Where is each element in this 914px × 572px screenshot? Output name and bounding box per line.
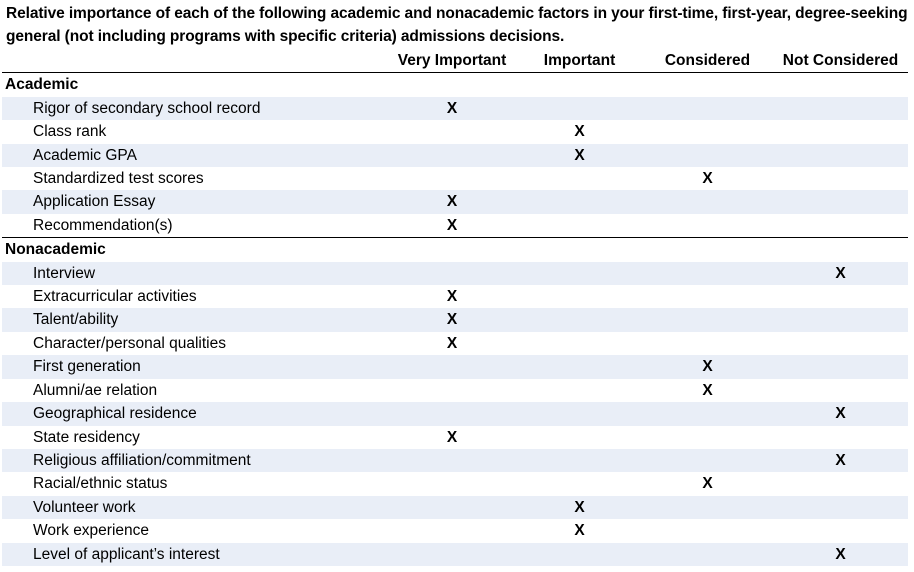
mark-vi bbox=[387, 379, 517, 402]
mark-imp bbox=[517, 308, 642, 331]
header-row bbox=[2, 49, 908, 73]
mark-vi bbox=[387, 144, 517, 167]
mark-con: X bbox=[702, 381, 713, 399]
mark-nc bbox=[773, 519, 908, 542]
mark-con bbox=[642, 285, 773, 308]
factor-label: Interview bbox=[2, 262, 387, 285]
mark-vi bbox=[387, 402, 517, 425]
factor-label: Level of applicant’s interest bbox=[2, 543, 387, 566]
mark-nc bbox=[773, 496, 908, 519]
table-row bbox=[2, 379, 908, 402]
factor-label: Character/personal qualities bbox=[33, 334, 226, 352]
mark-con bbox=[642, 120, 773, 143]
factor-label: Rigor of secondary school record bbox=[2, 97, 387, 120]
mark-imp bbox=[517, 426, 642, 449]
factor-label: State residency bbox=[33, 428, 140, 446]
factor-label: Standardized test scores bbox=[33, 170, 204, 188]
mark-imp: X bbox=[517, 496, 642, 519]
mark-nc bbox=[773, 214, 908, 238]
mark-con: X bbox=[702, 170, 713, 188]
factor-label: Recommendation(s) bbox=[33, 216, 173, 234]
mark-imp bbox=[517, 97, 642, 120]
factor-label: Geographical residence bbox=[2, 402, 387, 425]
mark-vi bbox=[387, 543, 517, 566]
mark-con bbox=[642, 519, 773, 542]
mark-nc bbox=[773, 97, 908, 120]
mark-con bbox=[642, 97, 773, 120]
table-row bbox=[2, 355, 908, 378]
factor-label: Class rank bbox=[33, 123, 107, 141]
mark-nc: X bbox=[773, 402, 908, 425]
mark-vi: X bbox=[446, 216, 458, 234]
mark-imp: X bbox=[574, 123, 585, 141]
mark-con bbox=[642, 214, 773, 238]
mark-vi: X bbox=[387, 97, 517, 120]
mark-con: X bbox=[642, 355, 773, 378]
mark-con: X bbox=[702, 475, 713, 493]
table-row bbox=[2, 449, 908, 472]
mark-vi: X bbox=[446, 428, 458, 446]
mark-vi: X bbox=[446, 288, 458, 306]
table-row bbox=[2, 120, 908, 143]
mark-nc: X bbox=[773, 543, 908, 566]
table-row bbox=[2, 97, 908, 120]
mark-vi bbox=[387, 167, 517, 190]
table-row bbox=[2, 402, 908, 425]
mark-nc bbox=[773, 167, 908, 190]
mark-vi bbox=[387, 472, 517, 495]
mark-imp bbox=[517, 332, 642, 355]
table-row bbox=[2, 214, 908, 238]
mark-imp: X bbox=[517, 144, 642, 167]
factor-label: Volunteer work bbox=[2, 496, 387, 519]
table-caption: Relative importance of each of the following academic and nonacademic factors in your first-time, first-year, degree-seeking general (not including programs with specific criteria) admissions decisions. bbox=[6, 5, 908, 45]
admissions-factors-table bbox=[2, 49, 908, 566]
mark-imp bbox=[517, 167, 642, 190]
mark-imp bbox=[517, 355, 642, 378]
mark-vi bbox=[387, 262, 517, 285]
mark-con bbox=[642, 543, 773, 566]
mark-vi bbox=[387, 120, 517, 143]
table-body bbox=[2, 73, 908, 566]
mark-nc bbox=[773, 144, 908, 167]
section-header-academic bbox=[2, 73, 908, 97]
mark-vi bbox=[387, 449, 517, 472]
table-row bbox=[2, 167, 908, 190]
mark-vi bbox=[387, 496, 517, 519]
section-title: Academic bbox=[5, 76, 79, 94]
mark-imp bbox=[517, 402, 642, 425]
mark-nc bbox=[773, 472, 908, 495]
mark-con bbox=[642, 426, 773, 449]
header-considered: Considered bbox=[642, 49, 773, 73]
mark-imp bbox=[517, 472, 642, 495]
mark-nc bbox=[773, 379, 908, 402]
table-row bbox=[2, 190, 908, 213]
table-row bbox=[2, 332, 908, 355]
mark-vi: X bbox=[387, 190, 517, 213]
factor-label: Alumni/ae relation bbox=[33, 381, 158, 399]
mark-imp bbox=[517, 379, 642, 402]
factor-label: Extracurricular activities bbox=[33, 288, 197, 306]
mark-vi: X bbox=[446, 334, 458, 352]
mark-nc bbox=[773, 355, 908, 378]
table-row bbox=[2, 144, 908, 167]
mark-nc bbox=[773, 190, 908, 213]
mark-nc bbox=[773, 426, 908, 449]
table-row bbox=[2, 426, 908, 449]
table-row bbox=[2, 496, 908, 519]
mark-imp bbox=[517, 285, 642, 308]
mark-nc bbox=[773, 308, 908, 331]
mark-imp bbox=[517, 449, 642, 472]
header-important: Important bbox=[517, 49, 642, 73]
mark-nc bbox=[773, 332, 908, 355]
factor-label: Work experience bbox=[33, 522, 150, 540]
mark-vi bbox=[387, 355, 517, 378]
table-row bbox=[2, 472, 908, 495]
mark-imp bbox=[517, 214, 642, 238]
factor-label: Religious affiliation/commitment bbox=[2, 449, 387, 472]
section-title: Nonacademic bbox=[2, 238, 908, 262]
table-row bbox=[2, 308, 908, 331]
mark-vi bbox=[387, 519, 517, 542]
factor-label: Application Essay bbox=[2, 190, 387, 213]
mark-imp: X bbox=[574, 522, 585, 540]
mark-con bbox=[642, 308, 773, 331]
table-row bbox=[2, 543, 908, 566]
header-blank bbox=[2, 49, 387, 73]
mark-con bbox=[642, 402, 773, 425]
mark-nc bbox=[773, 285, 908, 308]
mark-nc: X bbox=[773, 449, 908, 472]
section-header-nonacademic bbox=[2, 238, 908, 262]
table-row bbox=[2, 519, 908, 542]
mark-imp bbox=[517, 262, 642, 285]
mark-con bbox=[642, 144, 773, 167]
mark-con bbox=[642, 496, 773, 519]
header-not-considered: Not Considered bbox=[773, 49, 908, 73]
header-very-important: Very Important bbox=[387, 49, 517, 73]
factor-label: Talent/ability bbox=[2, 308, 387, 331]
table-row bbox=[2, 285, 908, 308]
factor-label: Academic GPA bbox=[2, 144, 387, 167]
table-row bbox=[2, 262, 908, 285]
mark-con bbox=[642, 262, 773, 285]
mark-con bbox=[642, 190, 773, 213]
mark-imp bbox=[517, 190, 642, 213]
mark-con bbox=[642, 449, 773, 472]
mark-nc: X bbox=[773, 262, 908, 285]
factor-label: Racial/ethnic status bbox=[33, 475, 168, 493]
factor-label: First generation bbox=[2, 355, 387, 378]
mark-con bbox=[642, 332, 773, 355]
mark-vi: X bbox=[387, 308, 517, 331]
mark-nc bbox=[773, 120, 908, 143]
mark-imp bbox=[517, 543, 642, 566]
